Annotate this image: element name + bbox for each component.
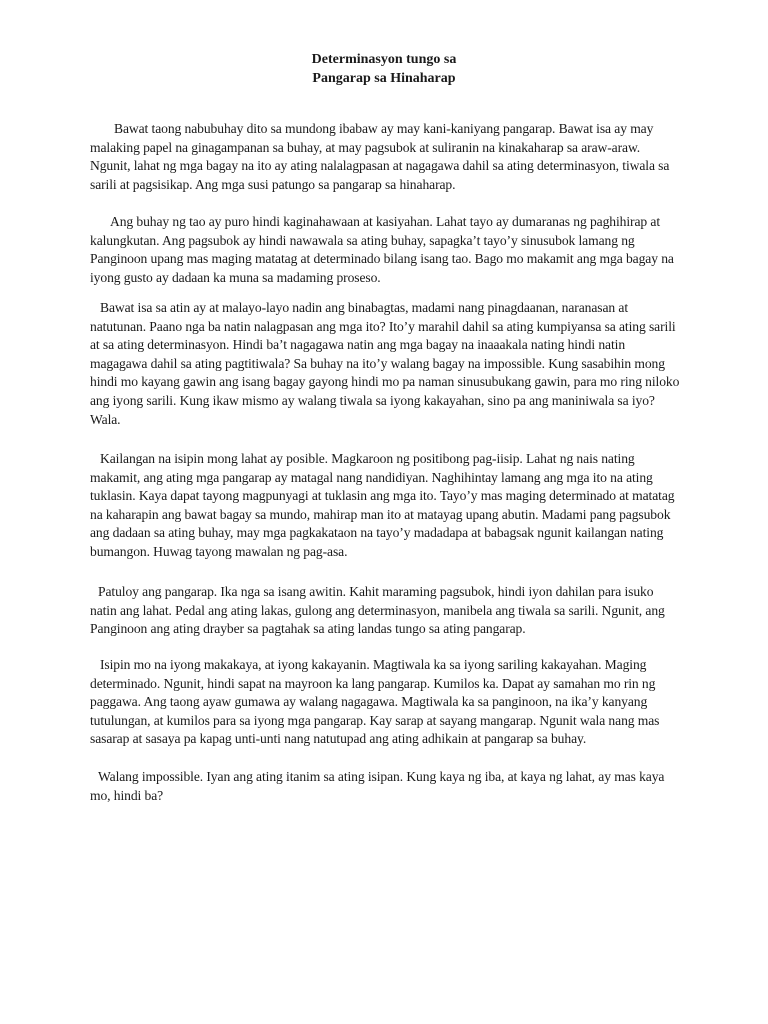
paragraph-7: Walang impossible. Iyan ang ating itanim sa ating isipan. Kung kaya ng iba, at kaya ng lahat, ay mas kaya mo, hindi ba? (90, 769, 665, 803)
paragraph-6: Isipin mo na iyong makakaya, at iyong kakayanin. Magtiwala ka sa iyong sariling kakayahan. Maging determinado. Ngunit, hindi sapat na mayroon ka lang pangarap. Kumilos ka. Dapat ay samahan mo rin ng paggawa. Ang taong ayaw gumawa ay walang nagagawa. Magtiwala ka sa panginoon, na ika’y kanyang tutulungan, at kumilos para sa iyong mga pangarap. Kay sarap at sayang mangarap. Ngunit wala nang mas sasarap at sasaya pa kapag unti-unti nang natutupad ang ating adhikain at pangarap sa buhay. (90, 657, 660, 747)
paragraph-5: Patuloy ang pangarap. Ika nga sa isang awitin. Kahit maraming pagsubok, hindi iyon dahilan para isuko natin ang lahat. Pedal ang ating lakas, gulong ang determinasyon, manibela ang tiwala sa sarili. Ngunit, ang Panginoon ang ating drayber sa pagtahak sa ating landas tungo sa ating pangarap. (90, 584, 665, 637)
paragraph-1: Bawat taong nabubuhay dito sa mundong ibabaw ay may kani-kaniyang pangarap. Bawat isa ay may malaking papel na ginagampanan sa buhay, at may pagsubok at suliranin na kinakaharap sa araw-araw. Ngunit, lahat ng mga bagay na ito ay ating nalalagpasan at nagagawa dahil sa ating determinasyon, tiwala sa sarili at pagsisikap. Ang mga susi patungo sa pangarap sa hinaharap. (90, 121, 670, 192)
title-line-1: Determinasyon tungo sa (311, 52, 457, 67)
paragraph-2: Ang buhay ng tao ay puro hindi kaginahawaan at kasiyahan. Lahat tayo ay dumaranas ng paghihirap at kalungkutan. Ang pagsubok ay hindi nawawala sa ating buhay, sapagka’t tayo’y sinusubok lamang ng Panginoon upang mas maging matatag at determinado bilang isang tao. Bago mo makamit ang mga bagay na iyong gusto ay dadaan ka muna sa madaming proseso. (90, 214, 674, 285)
document-title (0, 50, 768, 88)
paragraph-3: Bawat isa sa atin ay at malayo-layo nadin ang binabagtas, madami nang pinagdaanan, naranasan at natutunan. Paano nga ba natin nalagpasan ang mga ito? Ito’y marahil dahil sa ating kumpiyansa sa ating sarili at sa ating determinasyon. Hindi ba’t nagagawa natin ang mga bagay na inaaakala nating hindi natin magagawa dahil sa ating pagtitiwala? Sa buhay na ito’y walang bagay na impossible. Kung sasabihin mong hindi mo kayang gawin ang isang bagay gayong hindi mo pa naman sinusubukang gawin, para mo ring niloko ang iyong sarili. Kung ikaw mismo ay walang tiwala sa iyong kakayahan, sino pa ang maniniwala sa iyo? Wala. (90, 300, 680, 427)
paragraph-4: Kailangan na isipin mong lahat ay posible. Magkaroon ng positibong pag-iisip. Lahat ng nais nating makamit, ang ating mga pangarap ay matagal nang nandidiyan. Naghihintay lamang ang mga ito na ating tuklasin. Kaya dapat tayong magpunyagi at tuklasin ang mga ito. Tayo’y mas maging determinado at matatag na kaharapin ang bawat bagay sa mundo, mahirap man ito at matayag upang abutin. Madami pang pagsubok ang dadaan sa ating buhay, may mga pagkakataon na tayo’y madadapa at babagsak ngunit kailangan nating bumangon. Huwag tayong mawalan ng pag-asa. (90, 451, 675, 559)
title-line-2: Pangarap sa Hinaharap (312, 71, 456, 86)
